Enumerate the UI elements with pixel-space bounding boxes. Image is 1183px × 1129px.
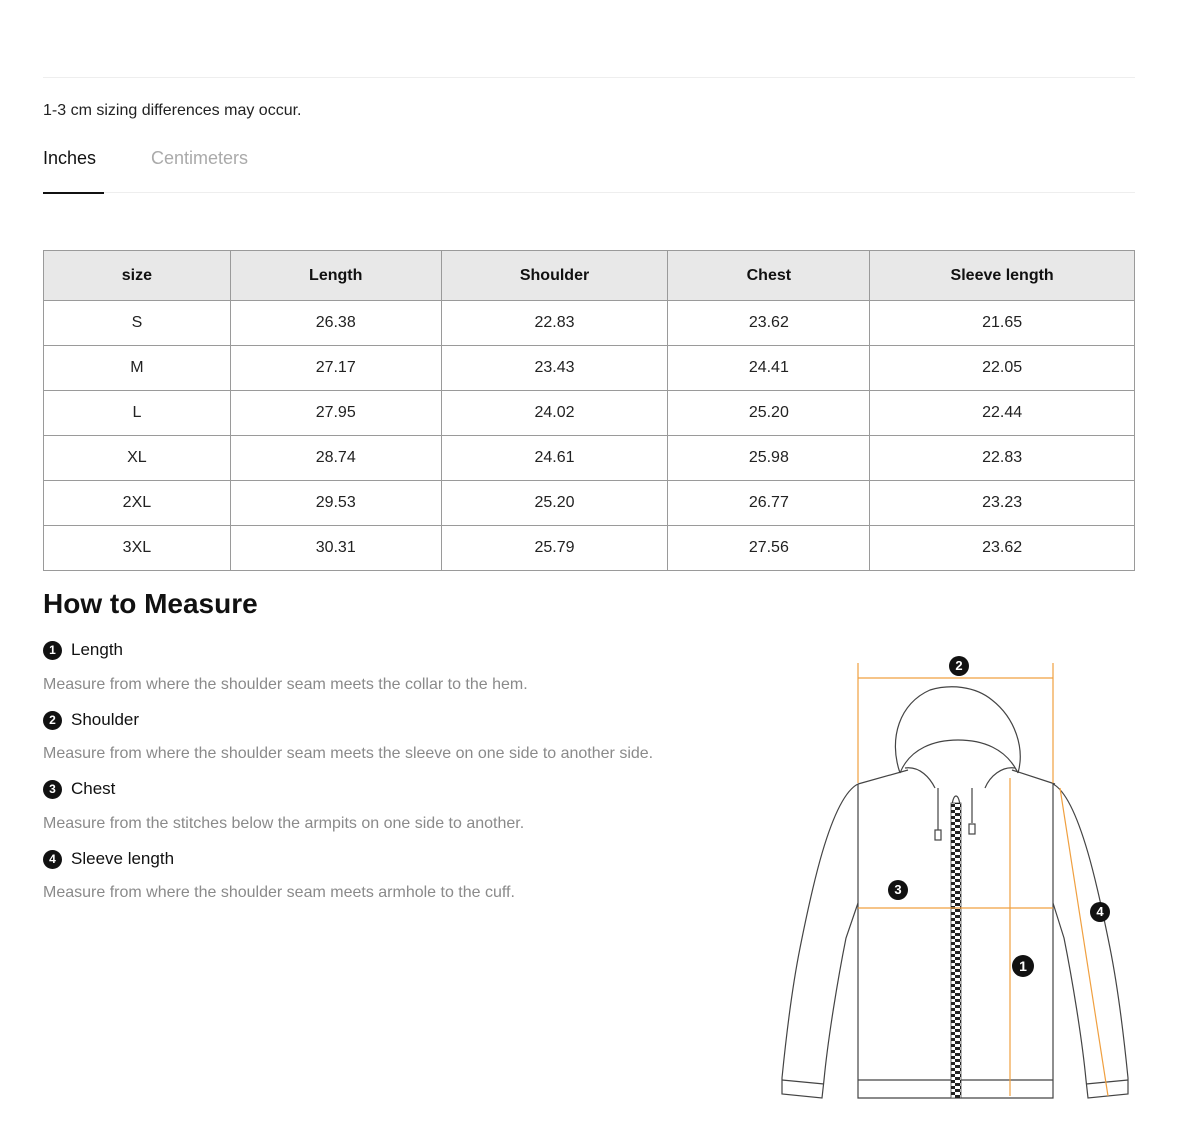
- cell-sleeve-length: 21.65: [870, 301, 1135, 346]
- table-row: [44, 436, 1135, 481]
- marker-label: 1: [1019, 958, 1027, 974]
- cell-chest: 25.98: [668, 436, 870, 481]
- how-to-measure-title: How to Measure: [43, 588, 258, 619]
- cell-shoulder: 24.02: [441, 391, 668, 436]
- header-sleeve-length: Sleeve length: [870, 251, 1135, 301]
- measurement-lines: [858, 663, 1108, 1096]
- cell-sleeve-length: 22.05: [870, 346, 1135, 391]
- cell-shoulder: 22.83: [441, 301, 668, 346]
- table-row: [44, 346, 1135, 391]
- table-header-row: [44, 251, 1135, 301]
- measure-desc: Measure from the stitches below the armpits on one side to another.: [43, 815, 525, 832]
- cell-chest: 25.20: [668, 391, 870, 436]
- cell-shoulder: 23.43: [441, 346, 668, 391]
- table-row: [44, 481, 1135, 526]
- measure-item-chest: [43, 779, 115, 799]
- table-row: [44, 526, 1135, 571]
- marker-2-icon: [949, 656, 969, 676]
- measure-label: Shoulder: [71, 710, 140, 729]
- cell-length: 28.74: [230, 436, 441, 481]
- tab-inches[interactable]: Inches: [43, 148, 96, 193]
- cell-shoulder: 25.20: [441, 481, 668, 526]
- tab-centimeters[interactable]: Centimeters: [151, 148, 249, 168]
- cell-chest: 27.56: [668, 526, 870, 571]
- cell-chest: 26.77: [668, 481, 870, 526]
- cell-chest: 24.41: [668, 346, 870, 391]
- cell-size: L: [44, 391, 231, 436]
- marker-3-icon: [888, 880, 908, 900]
- number-3-icon: 3: [43, 780, 62, 799]
- marker-label: 3: [894, 882, 902, 897]
- cell-shoulder: 25.79: [441, 526, 668, 571]
- hoodie-measurement-diagram: [760, 648, 1150, 1108]
- cell-shoulder: 24.61: [441, 436, 668, 481]
- measure-label: Chest: [71, 779, 116, 798]
- header-size: size: [44, 251, 231, 301]
- cell-length: 29.53: [230, 481, 441, 526]
- marker-1-icon: [1012, 955, 1034, 977]
- cell-size: S: [44, 301, 231, 346]
- measure-label: Sleeve length: [71, 849, 175, 868]
- cell-chest: 23.62: [668, 301, 870, 346]
- number-4-icon: 4: [43, 850, 62, 869]
- cell-sleeve-length: 22.44: [870, 391, 1135, 436]
- marker-label: 2: [955, 658, 963, 673]
- number-1-icon: 1: [43, 641, 62, 660]
- cell-size: M: [44, 346, 231, 391]
- header-length: Length: [230, 251, 441, 301]
- cell-sleeve-length: 23.62: [870, 526, 1135, 571]
- header-chest: Chest: [668, 251, 870, 301]
- measure-desc: Measure from where the shoulder seam meets the collar to the hem.: [43, 676, 528, 693]
- measure-desc: Measure from where the shoulder seam meets armhole to the cuff.: [43, 884, 515, 901]
- unit-tabs: [43, 148, 1135, 193]
- header-shoulder: Shoulder: [441, 251, 668, 301]
- cell-size: XL: [44, 436, 231, 481]
- zipper: [951, 803, 961, 1098]
- measure-item-length: [43, 640, 123, 660]
- cell-sleeve-length: 23.23: [870, 481, 1135, 526]
- measure-label: Length: [71, 640, 123, 659]
- measure-item-sleeve-length: [43, 849, 174, 869]
- table-row: [44, 301, 1135, 346]
- number-2-icon: 2: [43, 711, 62, 730]
- sizing-note: 1-3 cm sizing differences may occur.: [43, 102, 302, 119]
- marker-4-icon: [1090, 902, 1110, 922]
- cell-size: 2XL: [44, 481, 231, 526]
- marker-label: 4: [1096, 904, 1104, 919]
- measure-item-shoulder: [43, 710, 139, 730]
- cell-length: 27.95: [230, 391, 441, 436]
- cell-length: 27.17: [230, 346, 441, 391]
- table-row: [44, 391, 1135, 436]
- size-table: [43, 250, 1135, 571]
- cell-length: 26.38: [230, 301, 441, 346]
- cell-size: 3XL: [44, 526, 231, 571]
- cell-length: 30.31: [230, 526, 441, 571]
- measure-desc: Measure from where the shoulder seam meets the sleeve on one side to another side.: [43, 745, 654, 762]
- cell-sleeve-length: 22.83: [870, 436, 1135, 481]
- divider: [43, 77, 1135, 78]
